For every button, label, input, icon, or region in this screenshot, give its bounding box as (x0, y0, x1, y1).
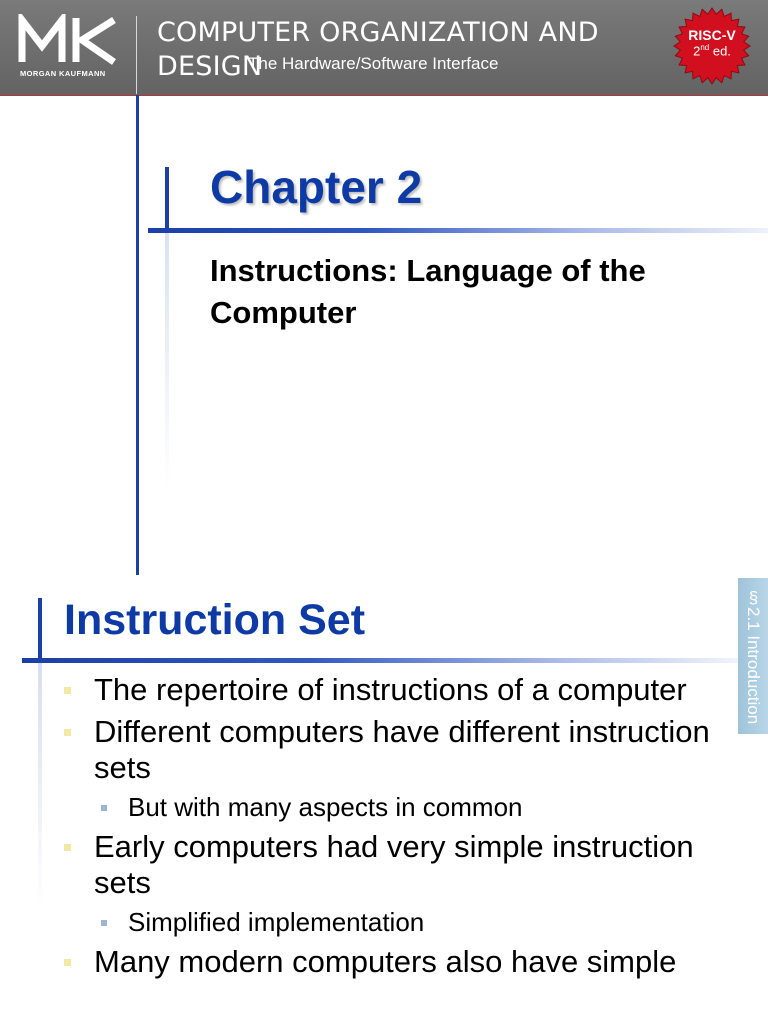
bullet-marker-icon (64, 959, 71, 966)
header-bar (0, 0, 768, 96)
book-title: COMPUTER ORGANIZATION AND DESIGN (157, 17, 599, 82)
bullet-marker-icon (64, 729, 71, 736)
bullet-marker-icon (101, 805, 107, 811)
bullet-text: Early computers had very simple instruction sets (94, 829, 694, 900)
section-tab-label: §2.1 Introduction (744, 587, 763, 725)
vertical-rule (136, 95, 139, 575)
mk-logo-icon (18, 14, 118, 66)
bullet-text: The repertoire of instructions of a computer (94, 672, 687, 707)
header-divider (136, 16, 137, 94)
bullet-marker-icon (101, 920, 107, 926)
bullet-text: Many modern computers also have simple (94, 944, 677, 979)
bullet-marker-icon (64, 844, 71, 851)
bullet-item (0, 829, 714, 901)
bullet-text: Simplified implementation (128, 907, 425, 937)
title-underline (148, 228, 768, 233)
header-rule (0, 95, 768, 96)
bullet-text: Different computers have different instruction sets (94, 714, 710, 785)
section-tab (738, 578, 768, 734)
title-accent-bar (165, 167, 169, 230)
accent-fade (165, 230, 169, 490)
bullet-list (0, 672, 740, 986)
publisher-name: MORGAN KAUFMANN (20, 69, 106, 78)
badge-edition: 2nd ed. (693, 43, 731, 59)
bullet-text: But with many aspects in common (128, 792, 523, 822)
title-accent-bar (38, 598, 42, 660)
bullet-marker-icon (64, 687, 71, 694)
publisher-logo (18, 14, 118, 78)
chapter-subtitle: Instructions: Language of the Computer (210, 253, 646, 330)
content-slide (0, 576, 768, 1024)
sub-bullet-item (0, 792, 740, 822)
edition-badge (672, 6, 752, 86)
sub-bullet-item (0, 907, 740, 937)
bullet-item (0, 672, 714, 708)
book-subtitle: The Hardware/Software Interface (248, 54, 499, 73)
chapter-title: Chapter 2 (210, 161, 423, 213)
bullet-item (0, 714, 714, 786)
bullet-item (0, 944, 714, 980)
slide-title: Instruction Set (64, 596, 366, 644)
title-underline (22, 658, 742, 663)
badge-title: RISC-V (688, 27, 736, 43)
